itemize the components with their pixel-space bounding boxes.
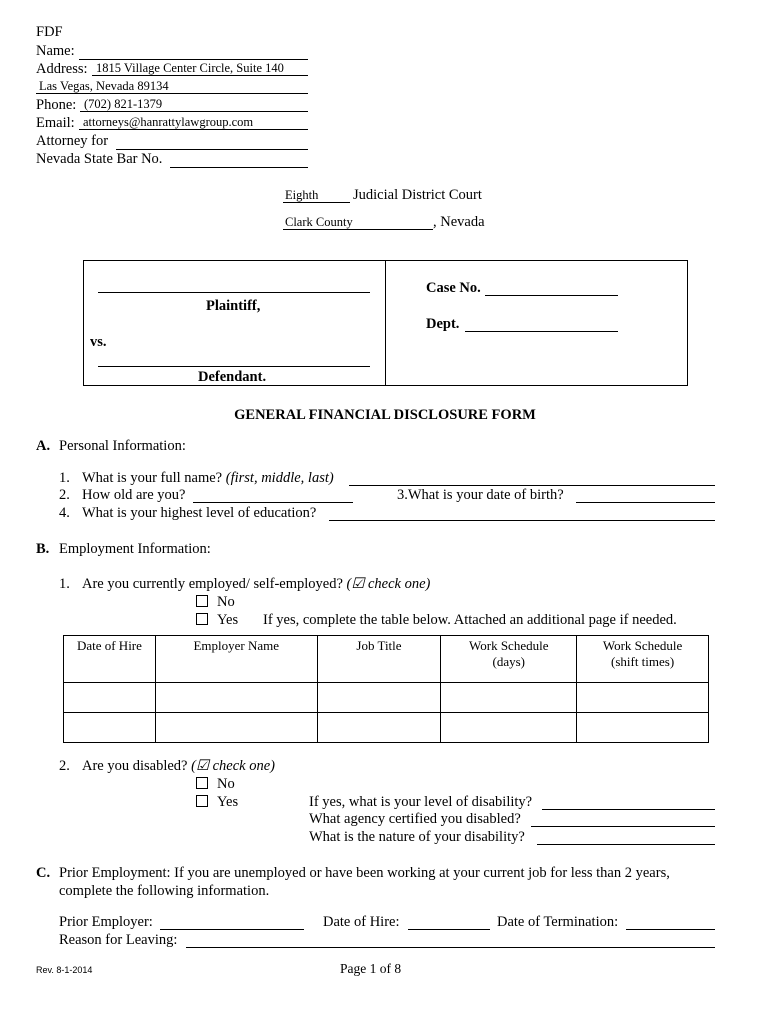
a-q3-text: 3.What is your date of birth? (397, 487, 564, 503)
name-field[interactable] (79, 44, 308, 60)
disability-nature-field[interactable] (537, 830, 715, 845)
table-cell[interactable] (577, 683, 709, 713)
form-code: FDF (36, 24, 63, 40)
reason-for-leaving-field[interactable] (186, 933, 715, 948)
table-cell[interactable] (441, 713, 577, 743)
a-q4-text: What is your highest level of education? (82, 505, 317, 521)
employed-no-option[interactable] (196, 594, 235, 611)
district-suffix: Judicial District Court (353, 187, 482, 203)
age-field[interactable] (193, 488, 353, 503)
employment-instruction: If yes, complete the table below. Attached an additional page if needed. (263, 612, 677, 628)
table-cell[interactable] (64, 713, 156, 743)
disabled-yes-option[interactable] (196, 794, 238, 811)
disability-nature-question: What is the nature of your disability? (309, 829, 525, 845)
prior-employer-field[interactable] (160, 915, 304, 930)
table-cell[interactable] (441, 683, 577, 713)
disability-agency-field[interactable] (531, 812, 715, 827)
b-q2-question: Are you disabled? (82, 758, 188, 774)
defendant-field[interactable] (98, 354, 370, 367)
employment-table-header (64, 636, 709, 683)
disabled-no-label: No (217, 776, 235, 792)
employed-no-label: No (217, 594, 235, 610)
case-number-label: Case No. (426, 280, 481, 296)
table-cell[interactable] (577, 713, 709, 743)
date-of-birth-field[interactable] (576, 488, 715, 503)
reason-for-leaving-label: Reason for Leaving: (59, 932, 178, 948)
defendant-label: Defendant. (198, 369, 267, 385)
a-q2-text: How old are you? (82, 487, 186, 503)
b-q1-question: Are you currently employed/ self-employed? (82, 576, 343, 592)
employed-yes-option[interactable] (196, 612, 238, 629)
employed-yes-label: Yes (217, 612, 239, 628)
address-line2-field[interactable]: Las Vegas, Nevada 89134 (36, 79, 308, 94)
page-number: Page 1 of 8 (340, 961, 402, 976)
name-label: Name: (36, 43, 75, 59)
termination-date-label: Date of Termination: (497, 914, 619, 930)
table-cell[interactable] (155, 683, 317, 713)
b-q2-text (82, 758, 275, 775)
col-schedule-shift: Work Schedule (shift times) (577, 636, 709, 683)
bar-number-field[interactable] (170, 152, 308, 168)
employed-no-checkbox[interactable] (196, 595, 208, 607)
disability-level-question: If yes, what is your level of disability? (309, 794, 533, 810)
table-cell[interactable] (317, 713, 441, 743)
attorney-for-label: Attorney for (36, 133, 109, 149)
col-job-title: Job Title (317, 636, 441, 683)
address-label: Address: (36, 61, 88, 77)
termination-date-field[interactable] (626, 915, 715, 930)
a-q1-number: 1. (59, 470, 70, 486)
employed-yes-checkbox[interactable] (196, 613, 208, 625)
a-q1-text (82, 470, 334, 487)
b-q1-text (82, 576, 430, 593)
section-b-letter: B. (36, 541, 50, 557)
disabled-yes-checkbox[interactable] (196, 795, 208, 807)
district-field[interactable]: Eighth (283, 188, 350, 203)
table-cell[interactable] (155, 713, 317, 743)
prior-hire-date-label: Date of Hire: (323, 914, 400, 930)
phone-field[interactable]: (702) 821-1379 (80, 97, 308, 112)
disability-agency-question: What agency certified you disabled? (309, 811, 521, 827)
plaintiff-label: Plaintiff, (206, 298, 261, 314)
disabled-yes-label: Yes (217, 794, 239, 810)
email-label: Email: (36, 115, 75, 131)
col-date-of-hire: Date of Hire (64, 636, 156, 683)
b-q2-number: 2. (59, 758, 70, 774)
address-line1-field[interactable]: 1815 Village Center Circle, Suite 140 (92, 61, 308, 76)
vs-label: vs. (90, 334, 107, 350)
dept-field[interactable] (465, 317, 618, 332)
section-c-intro-1: Prior Employment: If you are unemployed or have been working at your current job for less than 2 years, (59, 865, 670, 881)
section-b-title: Employment Information: (59, 541, 211, 557)
county-field[interactable]: Clark County (283, 215, 433, 230)
table-row (64, 683, 709, 713)
county-suffix: , Nevada (433, 214, 485, 230)
a-q4-number: 4. (59, 505, 70, 521)
table-cell[interactable] (317, 683, 441, 713)
full-name-field[interactable] (349, 471, 715, 486)
a-q1-question: What is your full name? (82, 470, 223, 486)
case-number-field[interactable] (485, 281, 618, 296)
form-title: GENERAL FINANCIAL DISCLOSURE FORM (234, 407, 536, 423)
dept-label: Dept. (426, 316, 460, 332)
email-field[interactable]: attorneys@hanrattylawgroup.com (79, 115, 308, 130)
disabled-no-option[interactable] (196, 776, 235, 793)
prior-employer-label: Prior Employer: (59, 914, 153, 930)
disabled-no-checkbox[interactable] (196, 777, 208, 789)
section-c-intro-2: complete the following information. (59, 883, 270, 899)
prior-hire-date-field[interactable] (408, 915, 490, 930)
phone-label: Phone: (36, 97, 77, 113)
col-schedule-days: Work Schedule (days) (441, 636, 577, 683)
section-a-title: Personal Information: (59, 438, 186, 454)
attorney-for-field[interactable] (116, 134, 308, 150)
b-q1-hint: (☑ check one) (346, 576, 431, 592)
disability-level-field[interactable] (542, 795, 715, 810)
a-q1-hint: (first, middle, last) (225, 470, 334, 486)
revision-label: Rev. 8-1-2014 (36, 965, 93, 975)
bar-number-label: Nevada State Bar No. (36, 151, 163, 167)
section-c-letter: C. (36, 865, 51, 881)
plaintiff-field[interactable] (98, 280, 370, 293)
a-q2-number: 2. (59, 487, 70, 503)
section-a-letter: A. (36, 438, 51, 454)
caption-divider (385, 261, 386, 385)
table-cell[interactable] (64, 683, 156, 713)
education-field[interactable] (329, 506, 715, 521)
table-row (64, 713, 709, 743)
col-employer-name: Employer Name (155, 636, 317, 683)
b-q1-number: 1. (59, 576, 70, 592)
employment-table (63, 635, 709, 743)
b-q2-hint: (☑ check one) (191, 758, 275, 774)
